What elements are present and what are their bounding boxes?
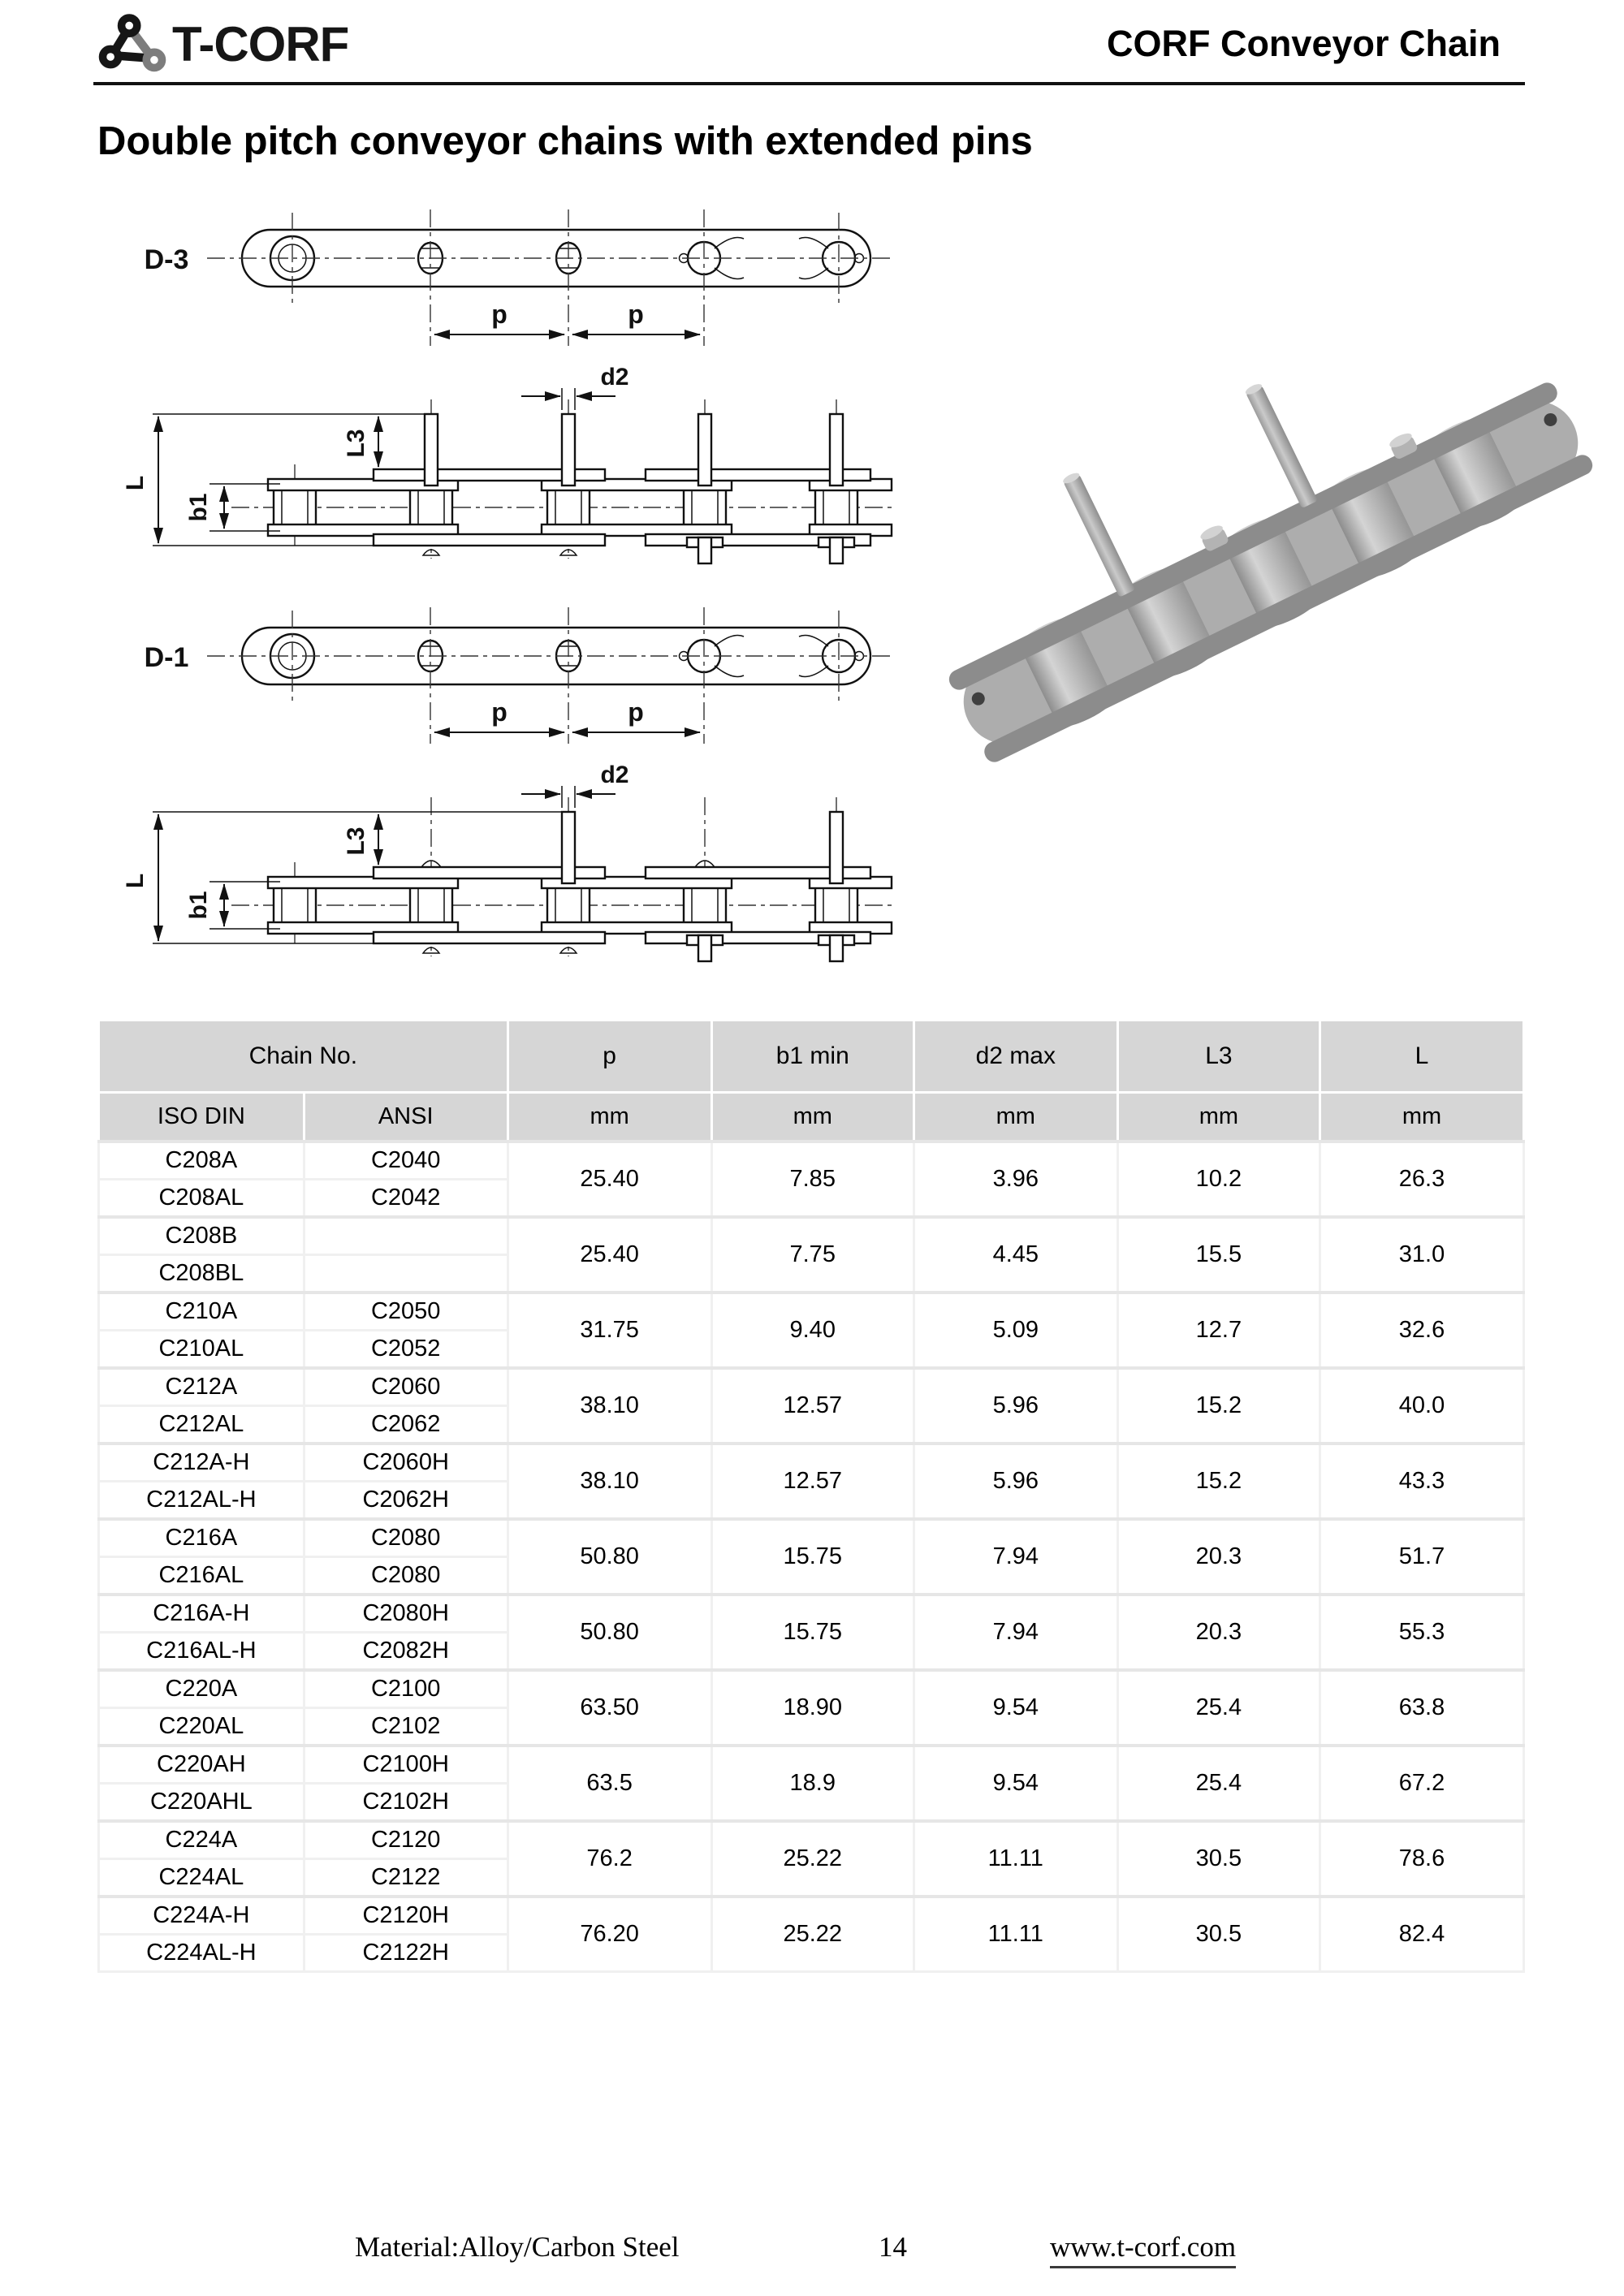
iso-din-cell: C224A-H [99, 1897, 304, 1935]
iso-din-cell: C212AL [99, 1406, 304, 1444]
table-row [99, 1746, 1524, 1784]
pitch-label: p [628, 300, 644, 329]
d2-value-cell: 5.96 [914, 1444, 1117, 1519]
l3-value-cell: 20.3 [1117, 1595, 1320, 1670]
col-header-chain-no: Chain No. [99, 1021, 508, 1093]
l-value-cell: 63.8 [1320, 1670, 1523, 1746]
iso-din-cell: C224A [99, 1821, 304, 1859]
l3-value-cell: 15.2 [1117, 1444, 1320, 1519]
l-value-cell: 31.0 [1320, 1217, 1523, 1293]
ansi-cell: C2080 [304, 1519, 508, 1557]
d3-label: D-3 [144, 244, 189, 275]
b1-dim-label: b1 [185, 891, 212, 920]
ansi-cell [304, 1217, 508, 1255]
d2-value-cell: 9.54 [914, 1670, 1117, 1746]
l-value-cell: 78.6 [1320, 1821, 1523, 1897]
pitch-label: p [491, 300, 508, 329]
d3-top-view-diagram [114, 203, 909, 357]
iso-din-cell: C220A [99, 1670, 304, 1708]
unit-cell: mm [1117, 1093, 1320, 1142]
unit-cell: mm [711, 1093, 914, 1142]
table-row [99, 1670, 1524, 1708]
ansi-cell: C2080 [304, 1557, 508, 1595]
spec-table [97, 1019, 1525, 1973]
ansi-cell: C2080H [304, 1595, 508, 1633]
iso-din-cell: C208B [99, 1217, 304, 1255]
table-row [99, 1368, 1524, 1406]
col-header-l: L [1320, 1021, 1523, 1093]
footer-page-number: 14 [879, 2231, 907, 2263]
p-value-cell: 76.20 [508, 1897, 711, 1972]
ansi-cell: C2042 [304, 1180, 508, 1218]
ansi-cell: C2100 [304, 1670, 508, 1708]
b1-value-cell: 25.22 [711, 1897, 914, 1972]
l3-value-cell: 12.7 [1117, 1293, 1320, 1368]
ansi-cell: C2040 [304, 1142, 508, 1180]
ansi-cell: C2120H [304, 1897, 508, 1935]
p-value-cell: 38.10 [508, 1368, 711, 1444]
footer-website-link[interactable]: www.t-corf.com [1050, 2231, 1236, 2268]
b1-value-cell: 25.22 [711, 1821, 914, 1897]
l3-value-cell: 30.5 [1117, 1821, 1320, 1897]
p-value-cell: 63.50 [508, 1670, 711, 1746]
l-value-cell: 26.3 [1320, 1142, 1523, 1217]
b1-value-cell: 18.9 [711, 1746, 914, 1821]
iso-din-cell: C220AH [99, 1746, 304, 1784]
page-header-title: CORF Conveyor Chain [1106, 23, 1501, 64]
ansi-cell: C2082H [304, 1633, 508, 1671]
d2-value-cell: 7.94 [914, 1519, 1117, 1595]
l-value-cell: 82.4 [1320, 1897, 1523, 1972]
iso-din-cell: C216A-H [99, 1595, 304, 1633]
p-value-cell: 31.75 [508, 1293, 711, 1368]
l-value-cell: 67.2 [1320, 1746, 1523, 1821]
p-value-cell: 50.80 [508, 1519, 711, 1595]
header-divider [93, 82, 1525, 85]
b1-value-cell: 18.90 [711, 1670, 914, 1746]
iso-din-cell: C216AL [99, 1557, 304, 1595]
col-header-iso-din: ISO DIN [99, 1093, 304, 1142]
b1-value-cell: 9.40 [711, 1293, 914, 1368]
col-header-b1: b1 min [711, 1021, 914, 1093]
l-value-cell: 40.0 [1320, 1368, 1523, 1444]
l-value-cell: 55.3 [1320, 1595, 1523, 1670]
d2-value-cell: 5.96 [914, 1368, 1117, 1444]
l-dim-label: L [122, 873, 149, 889]
p-value-cell: 63.5 [508, 1746, 711, 1821]
l3-value-cell: 15.5 [1117, 1217, 1320, 1293]
ansi-cell: C2062H [304, 1482, 508, 1520]
pitch-label: p [491, 697, 508, 727]
iso-din-cell: C208AL [99, 1180, 304, 1218]
brand-logo-icon [93, 10, 171, 84]
chain-table-body [99, 1142, 1524, 1972]
l3-value-cell: 15.2 [1117, 1368, 1320, 1444]
ansi-cell [304, 1255, 508, 1293]
table-row [99, 1293, 1524, 1331]
p-value-cell: 38.10 [508, 1444, 711, 1519]
d2-value-cell: 7.94 [914, 1595, 1117, 1670]
l3-dim-label: L3 [343, 826, 369, 856]
l3-value-cell: 30.5 [1117, 1897, 1320, 1972]
p-value-cell: 25.40 [508, 1217, 711, 1293]
col-header-p: p [508, 1021, 711, 1093]
ansi-cell: C2060 [304, 1368, 508, 1406]
d2-value-cell: 5.09 [914, 1293, 1117, 1368]
d1-side-view-diagram [122, 759, 901, 974]
table-row [99, 1595, 1524, 1633]
ansi-cell: C2102H [304, 1784, 508, 1822]
table-row [99, 1142, 1524, 1180]
l-value-cell: 32.6 [1320, 1293, 1523, 1368]
d3-side-view-diagram [122, 361, 901, 576]
ansi-cell: C2102 [304, 1708, 508, 1746]
ansi-cell: C2062 [304, 1406, 508, 1444]
iso-din-cell: C208A [99, 1142, 304, 1180]
iso-din-cell: C212AL-H [99, 1482, 304, 1520]
l3-value-cell: 20.3 [1117, 1519, 1320, 1595]
p-value-cell: 76.2 [508, 1821, 711, 1897]
table-row [99, 1444, 1524, 1482]
b1-value-cell: 7.75 [711, 1217, 914, 1293]
col-header-d2: d2 max [914, 1021, 1117, 1093]
table-row [99, 1519, 1524, 1557]
unit-cell: mm [1320, 1093, 1523, 1142]
iso-din-cell: C224AL [99, 1859, 304, 1897]
iso-din-cell: C216AL-H [99, 1633, 304, 1671]
ansi-cell: C2050 [304, 1293, 508, 1331]
d2-value-cell: 3.96 [914, 1142, 1117, 1217]
l3-value-cell: 10.2 [1117, 1142, 1320, 1217]
iso-din-cell: C212A-H [99, 1444, 304, 1482]
d2-value-cell: 9.54 [914, 1746, 1117, 1821]
d2-dim-label: d2 [600, 762, 629, 788]
unit-cell: mm [508, 1093, 711, 1142]
d2-dim-label: d2 [600, 364, 629, 391]
l-value-cell: 43.3 [1320, 1444, 1523, 1519]
l3-value-cell: 25.4 [1117, 1746, 1320, 1821]
ansi-cell: C2122H [304, 1935, 508, 1972]
l3-value-cell: 25.4 [1117, 1670, 1320, 1746]
b1-value-cell: 12.57 [711, 1444, 914, 1519]
col-header-ansi: ANSI [304, 1093, 508, 1142]
ansi-cell: C2100H [304, 1746, 508, 1784]
chain-photo [918, 349, 1624, 788]
l-dim-label: L [122, 475, 149, 491]
b1-value-cell: 15.75 [711, 1595, 914, 1670]
ansi-cell: C2052 [304, 1331, 508, 1369]
d2-value-cell: 4.45 [914, 1217, 1117, 1293]
ansi-cell: C2122 [304, 1859, 508, 1897]
footer-material: Material:Alloy/Carbon Steel [355, 2231, 680, 2263]
iso-din-cell: C216A [99, 1519, 304, 1557]
d1-label: D-1 [144, 642, 189, 673]
d1-top-view-diagram [114, 601, 909, 755]
ansi-cell: C2120 [304, 1821, 508, 1859]
iso-din-cell: C210A [99, 1293, 304, 1331]
table-row [99, 1821, 1524, 1859]
iso-din-cell: C220AHL [99, 1784, 304, 1822]
col-header-l3: L3 [1117, 1021, 1320, 1093]
unit-cell: mm [914, 1093, 1117, 1142]
l3-dim-label: L3 [343, 429, 369, 458]
iso-din-cell: C208BL [99, 1255, 304, 1293]
table-row [99, 1217, 1524, 1255]
b1-dim-label: b1 [185, 493, 212, 522]
pitch-label: p [628, 697, 644, 727]
brand-name: T-CORF [172, 17, 349, 71]
table-row [99, 1897, 1524, 1935]
iso-din-cell: C224AL-H [99, 1935, 304, 1972]
iso-din-cell: C210AL [99, 1331, 304, 1369]
p-value-cell: 25.40 [508, 1142, 711, 1217]
b1-value-cell: 15.75 [711, 1519, 914, 1595]
p-value-cell: 50.80 [508, 1595, 711, 1670]
page-title: Double pitch conveyor chains with extended pins [97, 119, 1033, 163]
b1-value-cell: 7.85 [711, 1142, 914, 1217]
d2-value-cell: 11.11 [914, 1821, 1117, 1897]
iso-din-cell: C212A [99, 1368, 304, 1406]
ansi-cell: C2060H [304, 1444, 508, 1482]
l-value-cell: 51.7 [1320, 1519, 1523, 1595]
d2-value-cell: 11.11 [914, 1897, 1117, 1972]
b1-value-cell: 12.57 [711, 1368, 914, 1444]
iso-din-cell: C220AL [99, 1708, 304, 1746]
